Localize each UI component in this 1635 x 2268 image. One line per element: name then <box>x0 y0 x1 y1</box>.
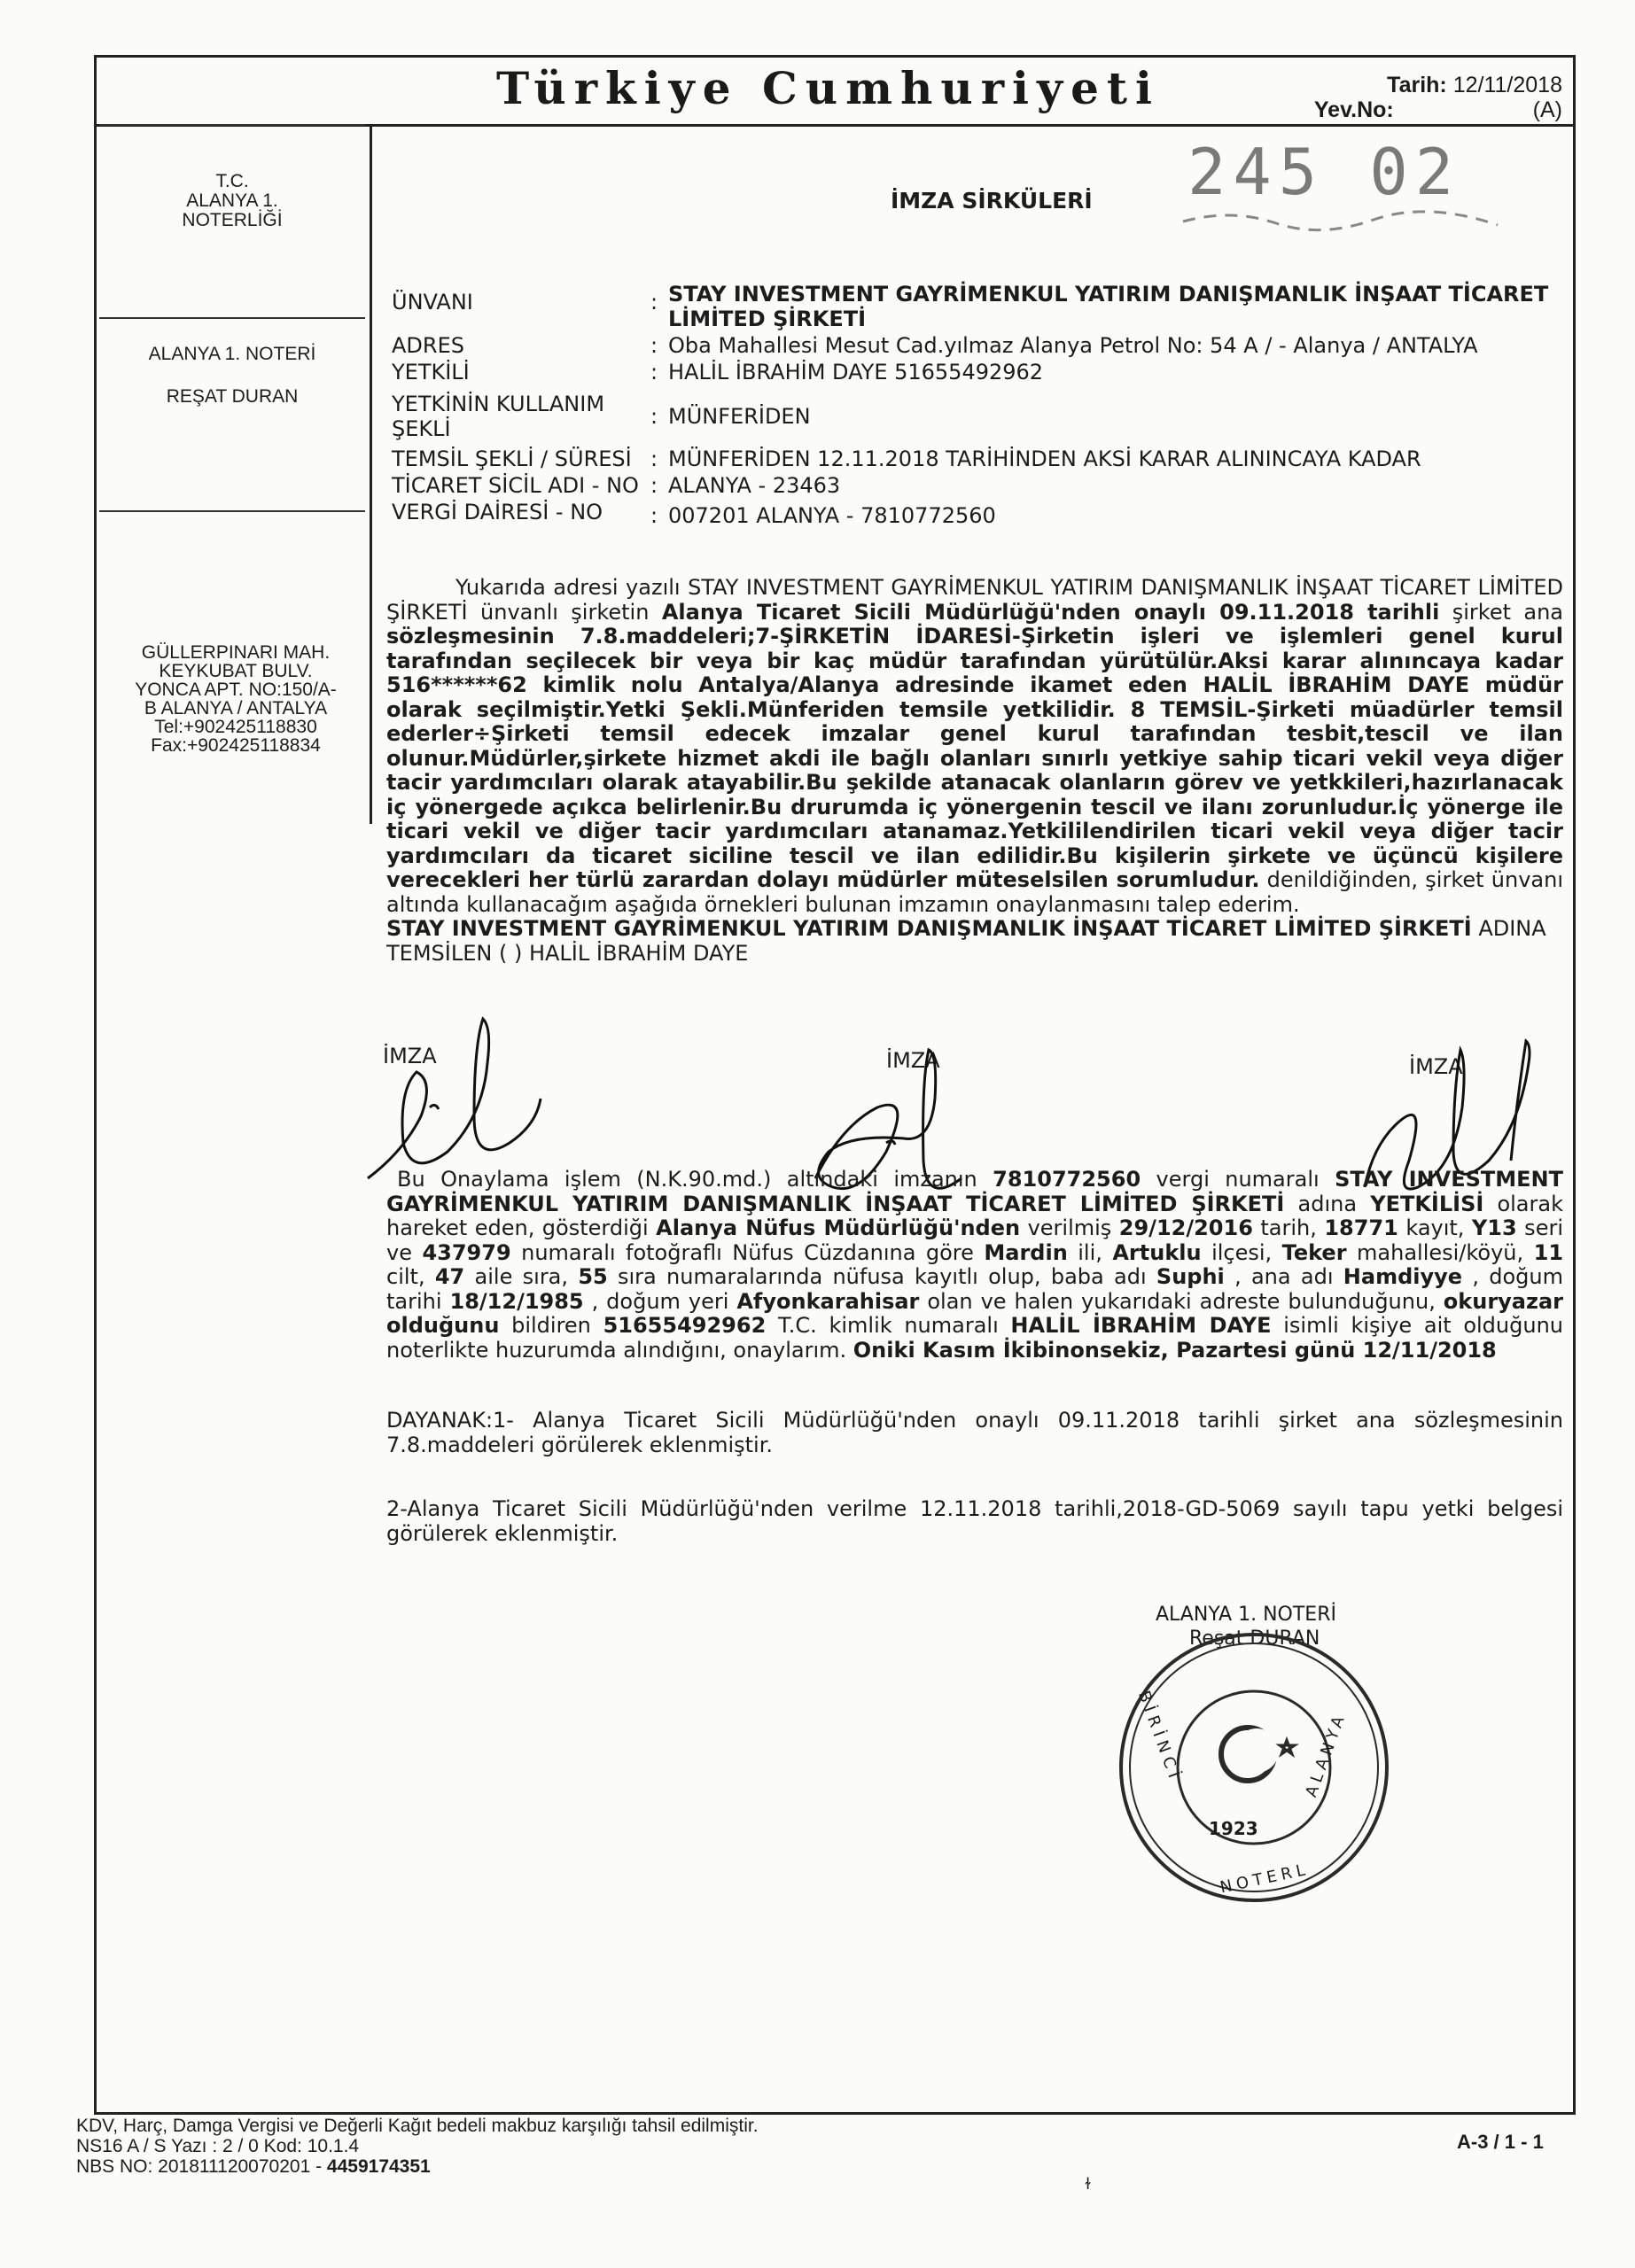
section-title: İMZA SİRKÜLERİ <box>891 188 1093 214</box>
field-label: ADRES <box>392 333 464 358</box>
info-table <box>392 282 1561 526</box>
address-box <box>99 510 365 824</box>
office-line-3: NOTERLİĞİ <box>182 210 283 230</box>
document-title: Türkiye Cumhuriyeti <box>496 62 1161 114</box>
notary-name: REŞAT DURAN <box>166 386 299 407</box>
field-label: VERGİ DAİRESİ - NO <box>392 500 603 524</box>
office-line-2: ALANYA 1. <box>186 190 278 211</box>
stamped-serial-number: 245 02 <box>1187 135 1461 209</box>
field-row-sicil: TİCARET SİCİL ADI - NO : ALANYA - 23463 <box>392 473 1561 500</box>
seal-notary-office: ALANYA 1. NOTERİ <box>1156 1604 1336 1626</box>
office-box <box>99 124 365 319</box>
date-value: 12/11/2018 <box>1452 73 1562 97</box>
header-meta <box>1314 73 1562 122</box>
footer-nbs-code: 4459174351 <box>326 2156 431 2177</box>
request-paragraph: Yukarıda adresi yazılı STAY INVESTMENT GAYRİMENKUL YATIRIM DANIŞMANLIK İNŞAAT TİCARET LİMİTED ŞİRKETİ ünvanlı şirketin Alanya Ticaret Sicili Müdürlüğü'nden onaylı 09.11.2018 tarihli şirket ana sözleşmesinin 7.8.maddeleri;7-ŞİRKETİN İDARESİ-Şirketin işleri ve işlemleri genel kurul tarafından seçilecek bir veya bir kaç müdür tarafından yürütülür.Aksi karar alınıncaya kadar 516******62 kimlik nolu Antalya/Alanya adresinde ikamet eden HALİL İBRAHİM DAYE müdür olarak seçilmiştir.Yetki Şekli.Münferiden temsile yetkilidir. 8 TEMSİL-Şirketi müadürler temsil ederler÷Şirketi temsil edecek imzalar genel kurul tarafından tesbit,tescil ve ilan olunur.Müdürler,şirkete hizmet akdi ile bağlı olanları sınırlı yetkiye sahip ticari vekil veya diğer tacir yardımcıları olarak atayabilir.Bu şekilde atanacak olanların görev ve yetkkileri,hazırlanacak iç yönergede açıkca belirlenir.Bu drurumda iç yönergenin tescil ve ilanı zorunludur.İç yönerge ile ticari vekil ve diğer tacir yardımcıları atanamaz.Yetkililendirilen ticari vekil veya diğer tacir yardımcıları da ticaret siciline tescil ve ilan edilidir.Bu kişilerin şirkete ve üçüncü kişilere verecekleri her türlü zarardan dolayı müdürler müteselsilen sorumludur. denildiğinden, şirket ünvanı altında kullanacağım aşağıda örnekleri bulunan imzamın onaylanmasını talep ederim. STAY INVESTMENT GAYRİMENKUL YATIRIM DANIŞMANLIK İNŞAAT TİCARET LİMİTED ŞİRKETİ ADINA TEMSİLEN ( ) HALİL İBRAHİM DAYE <box>386 575 1564 966</box>
field-row-vergi: VERGİ DAİRESİ - NO : 007201 ALANYA - 7810772560 <box>392 500 1561 526</box>
address-line-2: KEYKUBAT BULV. <box>159 661 313 681</box>
date-label: Tarih: <box>1387 73 1447 97</box>
represented-by: TEMSİLEN ( ) HALİL İBRAHİM DAYE <box>386 940 749 966</box>
notary-box <box>99 315 365 512</box>
basis-2: 2-Alanya Ticaret Sicili Müdürlüğü'nden verilme 12.11.2018 tarihli,2018-GD-5069 sayılı tapu yetki belgesi görülerek eklenmiştir. <box>386 1496 1563 1546</box>
address-line-4: B ALANYA / ANTALYA <box>144 698 328 718</box>
page-number: A-3 / 1 - 1 <box>1457 2131 1544 2153</box>
office-line-1: T.C. <box>215 171 249 191</box>
field-value: STAY INVESTMENT GAYRİMENKUL YATIRIM DANIŞMANLIK İNŞAAT TİCARET LİMİTED ŞİRKETİ <box>668 282 1549 331</box>
field-row-unvan: ÜNVANI : STAY INVESTMENT GAYRİMENKUL YATIRIM DANIŞMANLIK İNŞAAT TİCARET LİMİTED ŞİRKETİ <box>392 282 1561 333</box>
field-value: HALİL İBRAHİM DAYE 51655492962 <box>668 360 1044 384</box>
field-value: MÜNFERİDEN 12.11.2018 TARİHİNDEN AKSİ KARAR ALININCAYA KADAR <box>668 447 1421 471</box>
stamp-smudge <box>1179 204 1515 239</box>
footer-fee-note: KDV, Harç, Damga Vergisi ve Değerli Kağıt bedeli makbuz karşılığı tahsil edilmiştir. <box>76 2116 759 2136</box>
seal-ring-bottom: NOTERL <box>1218 1860 1312 1898</box>
basis-1: DAYANAK:1- Alanya Ticaret Sicili Müdürlüğü'nden onaylı 09.11.2018 tarihli şirket ana sözleşmesinin 7.8.maddeleri görülerek eklenmiştir. <box>386 1408 1563 1457</box>
address-line-1: GÜLLERPINARI MAH. <box>141 642 331 663</box>
signature-label-1: İMZA <box>383 1044 437 1068</box>
field-value: Oba Mahallesi Mesut Cad.yılmaz Alanya Petrol No: 54 A / - Alanya / ANTALYA <box>668 333 1478 358</box>
field-label: YETKİNİN KULLANIM ŞEKLİ <box>392 392 605 441</box>
address-fax: Fax:+902425118834 <box>151 735 321 756</box>
seal-ring-right: ALANYA <box>1302 1709 1351 1800</box>
yev-value: (A) <box>1532 97 1562 122</box>
notary-office: ALANYA 1. NOTERİ <box>148 344 316 364</box>
footer-nbs-label: NBS NO: 201811120070201 - <box>76 2156 327 2177</box>
field-row-temsil: TEMSİL ŞEKLİ / SÜRESİ : MÜNFERİDEN 12.11.2018 TARİHİNDEN AKSİ KARAR ALININCAYA KADAR <box>392 447 1561 473</box>
field-row-yetkili: YETKİLİ : HALİL İBRAHİM DAYE 51655492962 <box>392 360 1561 384</box>
field-value: ALANYA - 23463 <box>668 473 841 498</box>
yev-label: Yev.No: <box>1313 97 1394 122</box>
signature-label-2: İMZA <box>886 1048 940 1073</box>
seal-notary-name: Reşat DURAN <box>1189 1627 1320 1650</box>
seal-stamp-icon <box>1108 1621 1400 1914</box>
field-row-adres: ADRES : Oba Mahallesi Mesut Cad.yılmaz Alanya Petrol No: 54 A / - Alanya / ANTALYA <box>392 333 1561 360</box>
footer-mark: ɫ <box>1085 2175 1092 2194</box>
seal-ring-left: BİRİNCİ <box>1133 1688 1185 1786</box>
field-row-kullanim: YETKİNİN KULLANIM ŞEKLİ : MÜNFERİDEN <box>392 384 1561 447</box>
company-on-behalf: STAY INVESTMENT GAYRİMENKUL YATIRIM DANIŞMANLIK İNŞAAT TİCARET LİMİTED ŞİRKETİ <box>386 916 1472 941</box>
field-value: MÜNFERİDEN <box>668 404 811 429</box>
field-label: TEMSİL ŞEKLİ / SÜRESİ <box>392 447 632 471</box>
address-phone: Tel:+902425118830 <box>154 717 317 737</box>
footer-code: NS16 A / S Yazı : 2 / 0 Kod: 10.1.4 <box>76 2136 360 2156</box>
field-label: ÜNVANI <box>392 290 473 315</box>
left-column <box>99 124 372 824</box>
field-value: 007201 ALANYA - 7810772560 <box>668 503 996 528</box>
field-label: YETKİLİ <box>392 360 470 384</box>
footer <box>76 2116 759 2177</box>
seal-year: 1923 <box>1209 1818 1258 1839</box>
address-line-3: YONCA APT. NO:150/A- <box>135 680 337 700</box>
field-label: TİCARET SİCİL ADI - NO <box>392 473 639 498</box>
certification-paragraph: Bu Onaylama işlem (N.K.90.md.) altındaki imzanın 7810772560 vergi numaralı STAY INVESTMENT GAYRİMENKUL YATIRIM DANIŞMANLIK İNŞAAT TİCARET LİMİTED ŞİRKETİ adına YETKİLİSİ olarak hareket eden, gösterdiği Alanya Nüfus Müdürlüğü'nden verilmiş 29/12/2016 tarih, 18771 kayıt, Y13 seri ve 437979 numaralı fotoğraflı Nüfus Cüzdanına göre Mardin ili, Artuklu ilçesi, Teker mahallesi/köyü, 11 cilt, 47 aile sıra, 55 sıra numaralarında nüfusa kayıtlı olup, baba adı Suphi , ana adı Hamdiyye , doğum tarihi 18/12/1985 , doğum yeri Afyonkarahisar olan ve halen yukarıdaki adreste bulunduğunu, okuryazar olduğunu bildiren 51655492962 T.C. kimlik numaralı HALİL İBRAHİM DAYE isimli kişiye ait olduğunu noterlikte huzurumda alındığını, onaylarım. Oniki Kasım İkibinonsekiz, Pazartesi günü 12/11/2018 <box>386 1167 1564 1363</box>
signature-label-3: İMZA <box>1409 1054 1463 1079</box>
